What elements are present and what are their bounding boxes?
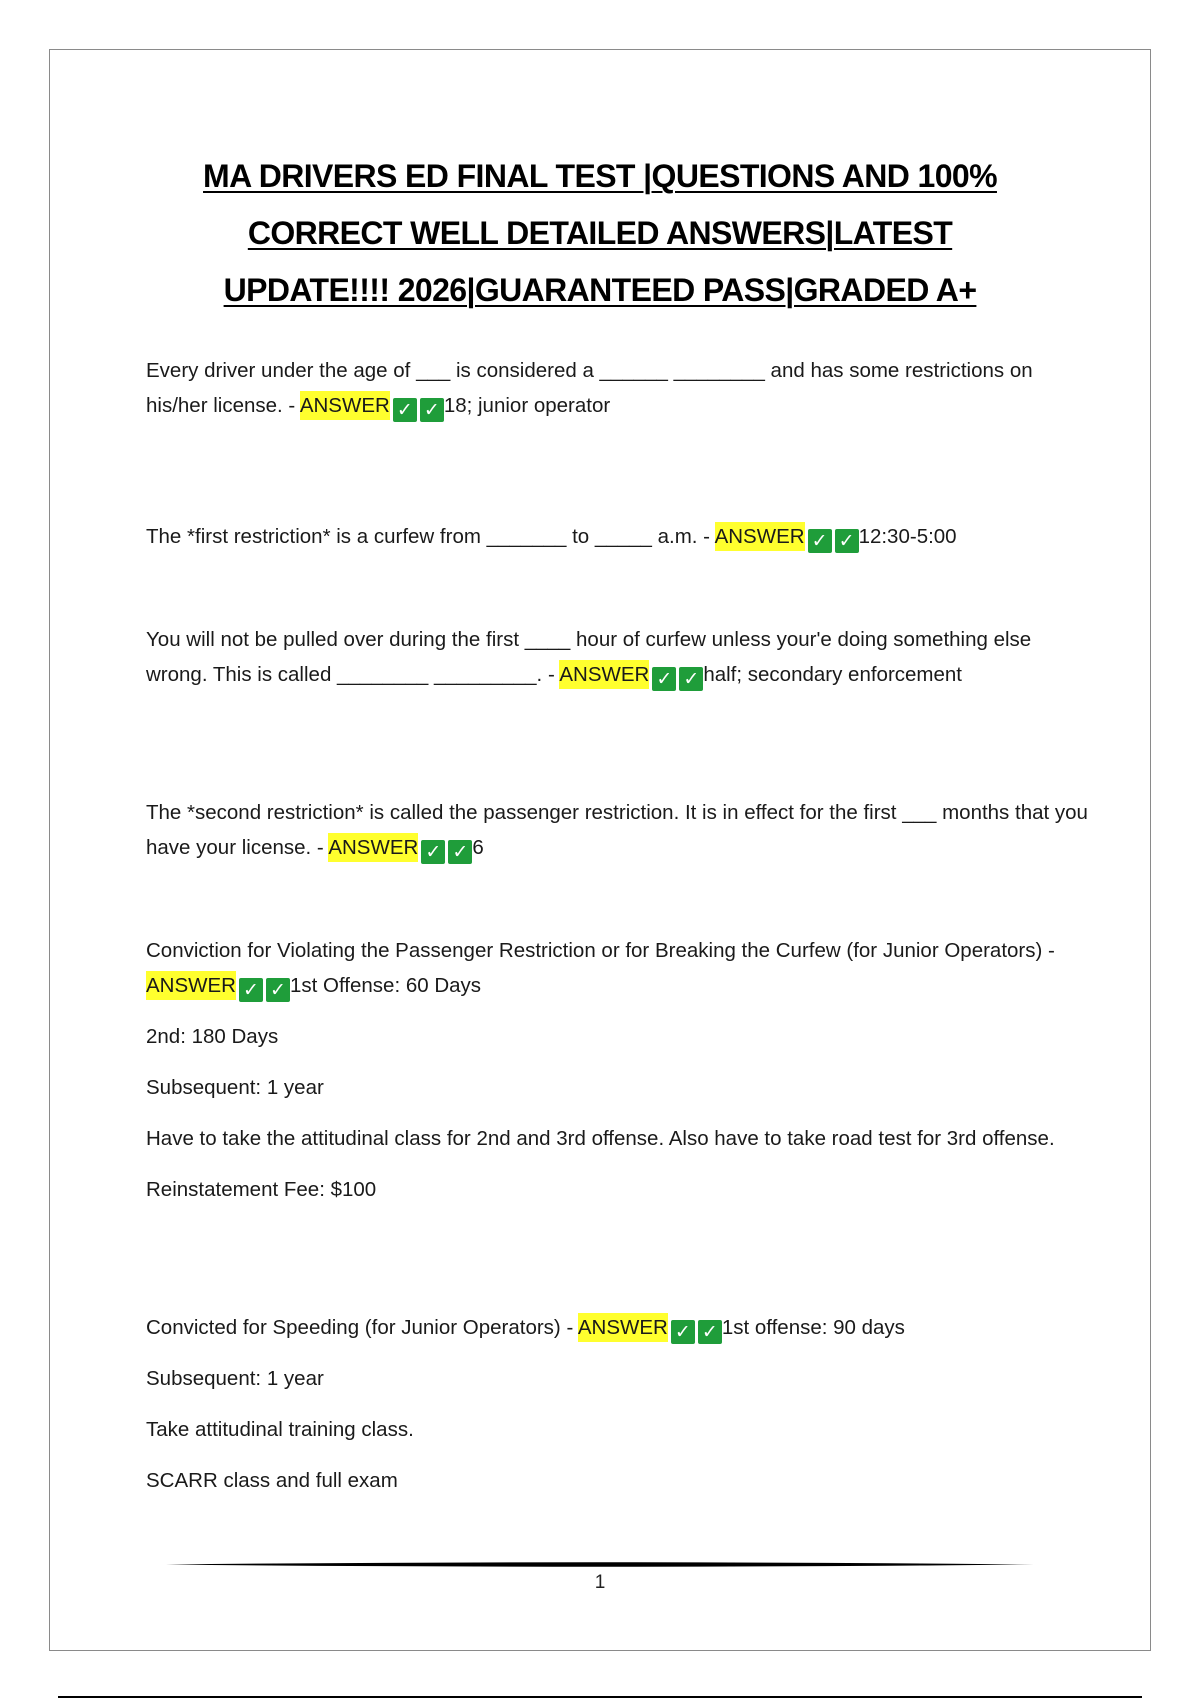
qa-item (146, 519, 1096, 554)
document-page (49, 49, 1151, 1651)
footer-divider (166, 1561, 1034, 1568)
checkmark-icon: ✓ (698, 1320, 722, 1344)
question-paragraph (146, 519, 1096, 554)
checkmark-icon: ✓ (421, 840, 445, 864)
answer-text: 6 (472, 836, 484, 859)
question-paragraph (146, 622, 1096, 692)
answer-text: 12:30-5:00 (858, 525, 957, 548)
answer-text: half; secondary enforcement (703, 663, 963, 686)
question-paragraph (146, 933, 1096, 1003)
question-text: The *first restriction* is a curfew from _______ to _____ a.m. - (146, 525, 715, 548)
title-line: UPDATE!!!! 2026|GUARANTEED PASS|GRADED A+ (223, 272, 977, 308)
question-text: Conviction for Violating the Passenger Restriction or for Breaking the Curfew (for Junior Operators) - (146, 939, 1055, 962)
checkmark-icon: ✓ (679, 667, 703, 691)
qa-item (146, 933, 1096, 1207)
page-number: 1 (594, 1572, 606, 1593)
question-paragraph (146, 353, 1096, 423)
answer-detail: SCARR class and full exam (146, 1469, 398, 1492)
question-text: Convicted for Speeding (for Junior Operators) - (146, 1316, 578, 1339)
answer-detail: 2nd: 180 Days (146, 1025, 279, 1048)
question-text: Every driver under the age of ___ is considered a ______ ________ and has some restrictions on his/her license. - (146, 359, 1033, 417)
document-title (50, 148, 1150, 319)
answer-label: ANSWER (146, 971, 236, 1000)
question-paragraph (146, 795, 1096, 865)
question-text: The *second restriction* is called the passenger restriction. It is in effect for the first ___ months that you have your license. - (146, 801, 1088, 859)
checkmark-icon: ✓ (671, 1320, 695, 1344)
answer-detail: Have to take the attitudinal class for 2nd and 3rd offense. Also have to take road test for 3rd offense. (146, 1127, 1055, 1150)
qa-item (146, 795, 1096, 865)
answer-label: ANSWER (715, 522, 805, 551)
answer-detail: Reinstatement Fee: $100 (146, 1178, 377, 1201)
qa-item (146, 622, 1096, 692)
answer-text: 1st Offense: 60 Days (289, 974, 482, 997)
qa-item (146, 353, 1096, 423)
checkmark-icon: ✓ (652, 667, 676, 691)
qa-item (146, 1310, 1096, 1498)
answer-detail: Subsequent: 1 year (146, 1076, 324, 1099)
checkmark-icon: ✓ (239, 978, 263, 1002)
answer-label: ANSWER (578, 1313, 668, 1342)
next-page-edge (58, 1696, 1142, 1698)
answer-text: 1st offense: 90 days (721, 1316, 905, 1339)
checkmark-icon: ✓ (420, 398, 444, 422)
answer-detail: Take attitudinal training class. (146, 1418, 414, 1441)
question-text: You will not be pulled over during the first ____ hour of curfew unless your'e doing something else wrong. This is called ________ _________. - (146, 628, 1032, 686)
question-paragraph (146, 1310, 1096, 1345)
answer-label: ANSWER (328, 833, 418, 862)
answer-label: ANSWER (559, 660, 649, 689)
answer-label: ANSWER (300, 391, 390, 420)
title-line: CORRECT WELL DETAILED ANSWERS|LATEST (247, 215, 953, 251)
checkmark-icon: ✓ (808, 529, 832, 553)
checkmark-icon: ✓ (835, 529, 859, 553)
title-line: MA DRIVERS ED FINAL TEST |QUESTIONS AND 100% (203, 158, 997, 194)
answer-text: 18; junior operator (443, 394, 611, 417)
answer-detail: Subsequent: 1 year (146, 1367, 324, 1390)
checkmark-icon: ✓ (393, 398, 417, 422)
checkmark-icon: ✓ (266, 978, 290, 1002)
checkmark-icon: ✓ (448, 840, 472, 864)
